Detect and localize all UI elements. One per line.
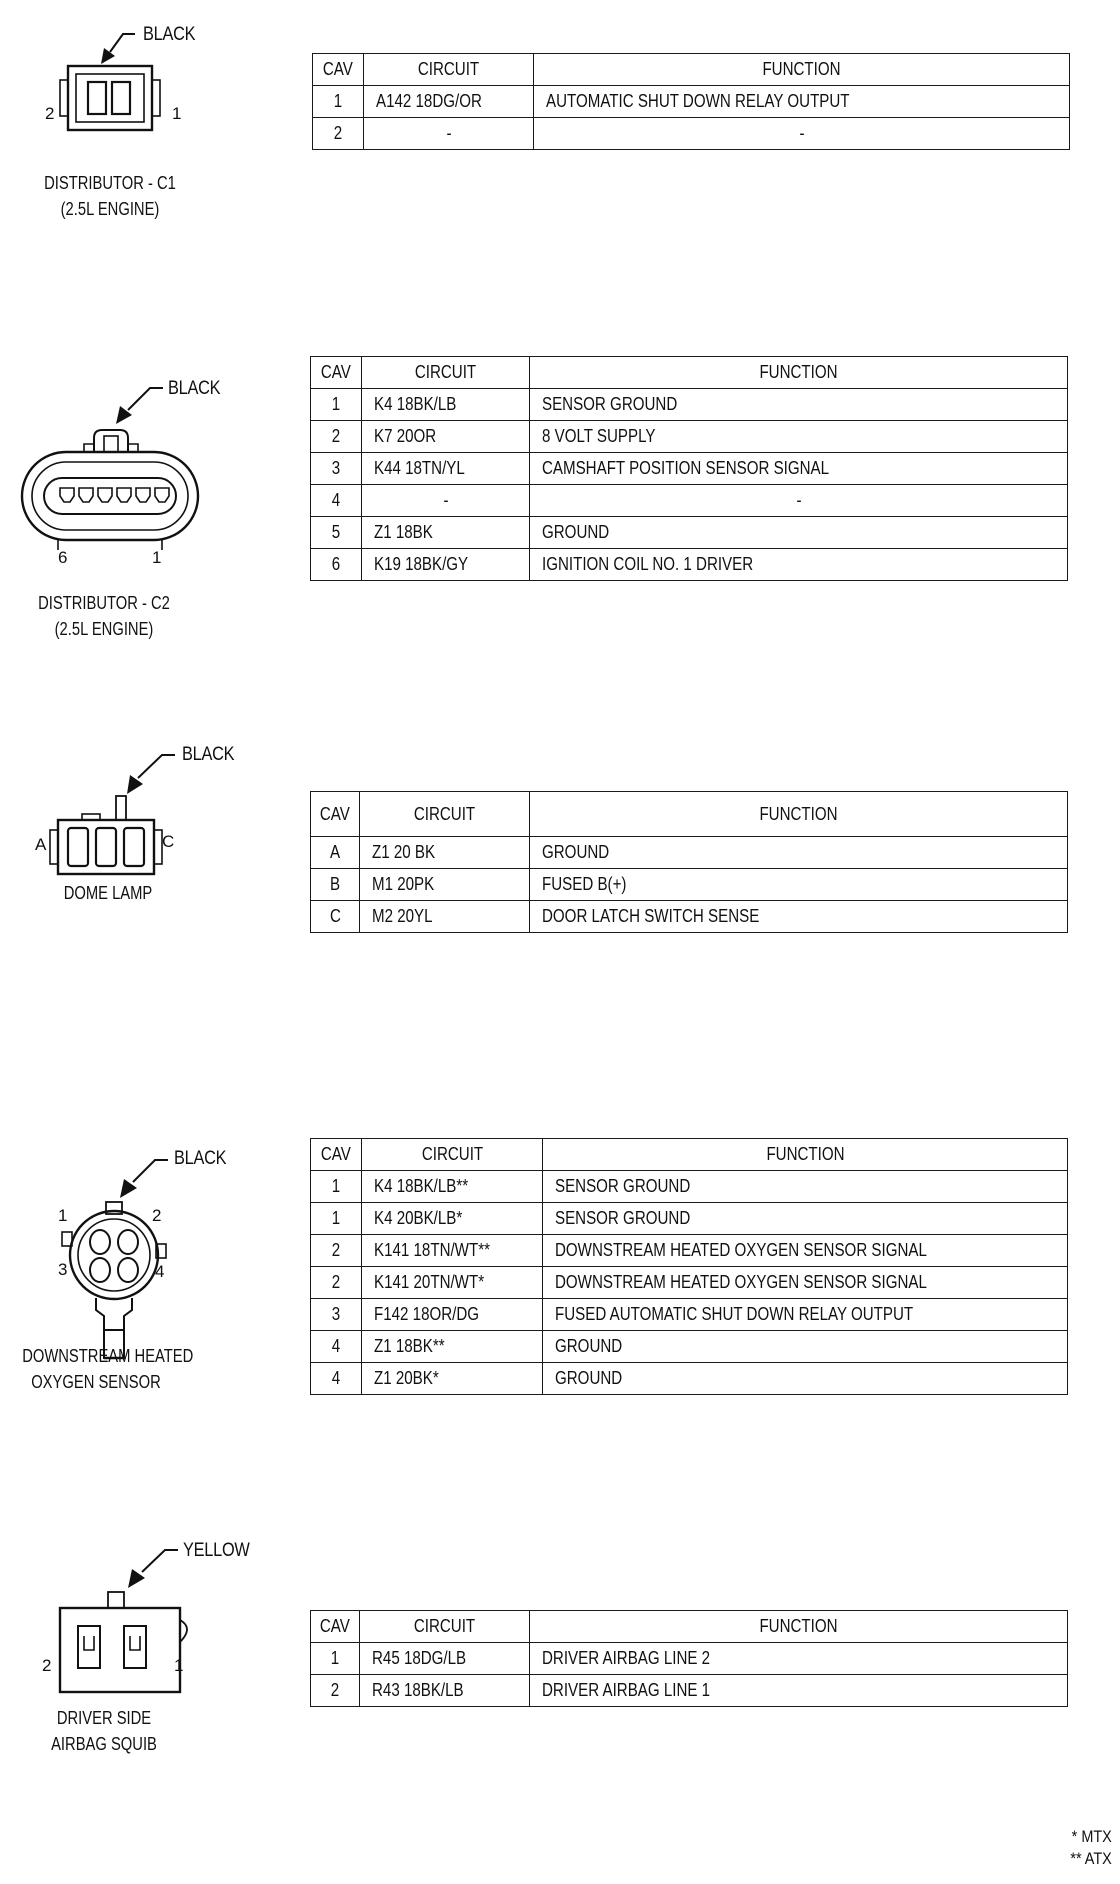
table-header-row — [311, 1611, 1068, 1643]
connector-name-line-2: (2.5L ENGINE) — [54, 619, 154, 639]
pinout-table-dome-lamp — [310, 791, 1068, 933]
table-row — [311, 1331, 1068, 1363]
legend-mtx: * MTX — [1071, 1827, 1112, 1846]
pin-label-left: 6 — [58, 548, 68, 567]
pin-label-right: 1 — [152, 548, 162, 567]
cell-cav: A — [311, 837, 360, 869]
cell-function: SENSOR GROUND — [543, 1171, 1068, 1203]
connector-section-dome-lamp — [0, 740, 1120, 980]
table-row — [311, 1299, 1068, 1331]
cell-circuit: K4 18BK/LB** — [362, 1171, 543, 1203]
pin-label-right: 1 — [172, 104, 182, 123]
pinout-table-downstream-heated-oxygen-sensor — [310, 1138, 1068, 1395]
cell-function: SENSOR GROUND — [530, 389, 1068, 421]
table-row — [311, 389, 1068, 421]
cell-cav: B — [311, 869, 360, 901]
connector-section-downstream-heated-oxygen-sensor — [0, 1120, 1120, 1420]
pin-label-left: 2 — [45, 104, 55, 123]
cell-circuit: K4 20BK/LB* — [362, 1203, 543, 1235]
connector-name — [30, 590, 178, 642]
cell-circuit: Z1 20 BK — [360, 837, 530, 869]
connector-name-line-1: DOME LAMP — [63, 883, 153, 903]
table-row — [311, 453, 1068, 485]
connector-name-line-1: DISTRIBUTOR - C2 — [38, 593, 170, 613]
pinout-table-distributor-c2 — [310, 356, 1068, 581]
connector-section-driver-side-airbag-squib — [0, 1530, 1120, 1780]
table-row — [311, 1363, 1068, 1395]
pin-label-left: A — [35, 835, 47, 854]
header-cav: CAV — [311, 1611, 360, 1643]
header-function: FUNCTION — [530, 792, 1068, 837]
cell-cav: C — [311, 901, 360, 933]
cell-function: - — [534, 118, 1070, 150]
cell-function: DOWNSTREAM HEATED OXYGEN SENSOR SIGNAL — [543, 1267, 1068, 1299]
table-row — [311, 549, 1068, 581]
cell-cav: 2 — [313, 118, 364, 150]
connector-name — [22, 1343, 194, 1395]
cell-cav: 3 — [311, 453, 362, 485]
cell-circuit: K44 18TN/YL — [362, 453, 530, 485]
table-row — [313, 86, 1070, 118]
header-circuit: CIRCUIT — [360, 792, 530, 837]
connector-name-line-1: DISTRIBUTOR - C1 — [44, 173, 176, 193]
connector-diagram-driver-side-airbag-squib — [0, 1530, 300, 1780]
table-row — [311, 1267, 1068, 1299]
table-header-row — [311, 792, 1068, 837]
connector-name — [30, 1705, 178, 1757]
table-row — [311, 837, 1068, 869]
cell-circuit: A142 18DG/OR — [364, 86, 534, 118]
cell-circuit: Z1 18BK — [362, 517, 530, 549]
cell-cav: 2 — [311, 1267, 362, 1299]
cell-cav: 3 — [311, 1299, 362, 1331]
header-cav: CAV — [311, 357, 362, 389]
table-row — [311, 517, 1068, 549]
cell-function: SENSOR GROUND — [543, 1203, 1068, 1235]
cell-cav: 1 — [311, 1203, 362, 1235]
header-function: FUNCTION — [530, 1611, 1068, 1643]
connector-name-line-2: OXYGEN SENSOR — [31, 1372, 161, 1392]
connector-diagram-distributor-c1 — [0, 0, 300, 260]
connector-name — [34, 880, 182, 906]
connector-name — [36, 170, 184, 222]
connector-color-label: BLACK — [174, 1148, 227, 1169]
connector-color-label: BLACK — [168, 378, 221, 399]
cell-function: FUSED AUTOMATIC SHUT DOWN RELAY OUTPUT — [543, 1299, 1068, 1331]
cell-function: DOOR LATCH SWITCH SENSE — [530, 901, 1068, 933]
cell-circuit: K19 18BK/GY — [362, 549, 530, 581]
table-row — [311, 1643, 1068, 1675]
table-row — [311, 901, 1068, 933]
cell-circuit: Z1 18BK** — [362, 1331, 543, 1363]
header-circuit: CIRCUIT — [362, 357, 530, 389]
header-circuit: CIRCUIT — [362, 1139, 543, 1171]
pinout-table-distributor-c1 — [312, 53, 1070, 150]
table-header-row — [313, 54, 1070, 86]
cell-circuit: - — [362, 485, 530, 517]
cell-circuit: M2 20YL — [360, 901, 530, 933]
legend-atx: ** ATX — [1070, 1849, 1112, 1868]
header-function: FUNCTION — [530, 357, 1068, 389]
cell-circuit: R45 18DG/LB — [360, 1643, 530, 1675]
cell-circuit: Z1 20BK* — [362, 1363, 543, 1395]
connector-color-label: BLACK — [143, 24, 196, 45]
header-cav: CAV — [311, 792, 360, 837]
connector-name-line-2: (2.5L ENGINE) — [60, 199, 160, 219]
table-row — [311, 869, 1068, 901]
cell-circuit: - — [364, 118, 534, 150]
dome-lamp-drawing — [0, 740, 300, 980]
cell-cav: 2 — [311, 421, 362, 453]
table-row — [311, 1171, 1068, 1203]
header-circuit: CIRCUIT — [360, 1611, 530, 1643]
pin-label-left: 2 — [42, 1656, 52, 1675]
table-row — [311, 1203, 1068, 1235]
pinout-table-driver-side-airbag-squib — [310, 1610, 1068, 1707]
cell-circuit: K141 18TN/WT** — [362, 1235, 543, 1267]
header-cav: CAV — [311, 1139, 362, 1171]
cell-circuit: K141 20TN/WT* — [362, 1267, 543, 1299]
cell-function: GROUND — [530, 517, 1068, 549]
cell-cav: 1 — [311, 1171, 362, 1203]
connector-diagram-dome-lamp — [0, 740, 300, 980]
cell-circuit: M1 20PK — [360, 869, 530, 901]
header-circuit: CIRCUIT — [364, 54, 534, 86]
connector-section-distributor-c1 — [0, 0, 1120, 260]
cell-function: DRIVER AIRBAG LINE 1 — [530, 1675, 1068, 1707]
table-header-row — [311, 357, 1068, 389]
cell-cav: 5 — [311, 517, 362, 549]
header-function: FUNCTION — [543, 1139, 1068, 1171]
cell-function: CAMSHAFT POSITION SENSOR SIGNAL — [530, 453, 1068, 485]
connector-name-line-1: DOWNSTREAM HEATED — [22, 1346, 194, 1366]
cell-cav: 2 — [311, 1675, 360, 1707]
cell-cav: 1 — [311, 389, 362, 421]
cell-function: IGNITION COIL NO. 1 DRIVER — [530, 549, 1068, 581]
table-row — [311, 1675, 1068, 1707]
table-header-row — [311, 1139, 1068, 1171]
table-row — [311, 421, 1068, 453]
cell-cav: 4 — [311, 1331, 362, 1363]
pin-label-3: 3 — [58, 1260, 68, 1279]
pin-label-right: C — [162, 832, 175, 851]
connector-diagram-downstream-heated-oxygen-sensor — [0, 1120, 300, 1420]
pin-label-right: 1 — [174, 1656, 184, 1675]
cell-cav: 4 — [311, 485, 362, 517]
cell-circuit: F142 18OR/DG — [362, 1299, 543, 1331]
table-row — [313, 118, 1070, 150]
connector-diagram-distributor-c2 — [0, 360, 300, 680]
cell-cav: 6 — [311, 549, 362, 581]
table-row — [311, 1235, 1068, 1267]
cell-circuit: K7 20OR — [362, 421, 530, 453]
pin-label-1: 1 — [58, 1206, 68, 1225]
transmission-legend — [1063, 1826, 1112, 1870]
cell-function: DOWNSTREAM HEATED OXYGEN SENSOR SIGNAL — [543, 1235, 1068, 1267]
connector-color-label: YELLOW — [183, 1540, 250, 1561]
cell-cav: 1 — [313, 86, 364, 118]
cell-function: - — [530, 485, 1068, 517]
header-cav: CAV — [313, 54, 364, 86]
cell-function: FUSED B(+) — [530, 869, 1068, 901]
connector-name-line-2: AIRBAG SQUIB — [51, 1734, 157, 1754]
cell-cav: 4 — [311, 1363, 362, 1395]
cell-function: GROUND — [543, 1363, 1068, 1395]
cell-function: AUTOMATIC SHUT DOWN RELAY OUTPUT — [534, 86, 1070, 118]
connector-color-label: BLACK — [182, 744, 235, 765]
cell-function: GROUND — [543, 1331, 1068, 1363]
cell-cav: 1 — [311, 1643, 360, 1675]
cell-cav: 2 — [311, 1235, 362, 1267]
cell-circuit: K4 18BK/LB — [362, 389, 530, 421]
pin-label-4: 4 — [155, 1262, 165, 1281]
table-row — [311, 485, 1068, 517]
connector-name-line-1: DRIVER SIDE — [56, 1708, 152, 1728]
connector-section-distributor-c2 — [0, 360, 1120, 680]
cell-function: GROUND — [530, 837, 1068, 869]
pin-label-2: 2 — [152, 1206, 162, 1225]
cell-circuit: R43 18BK/LB — [360, 1675, 530, 1707]
cell-function: DRIVER AIRBAG LINE 2 — [530, 1643, 1068, 1675]
header-function: FUNCTION — [534, 54, 1070, 86]
cell-function: 8 VOLT SUPPLY — [530, 421, 1068, 453]
